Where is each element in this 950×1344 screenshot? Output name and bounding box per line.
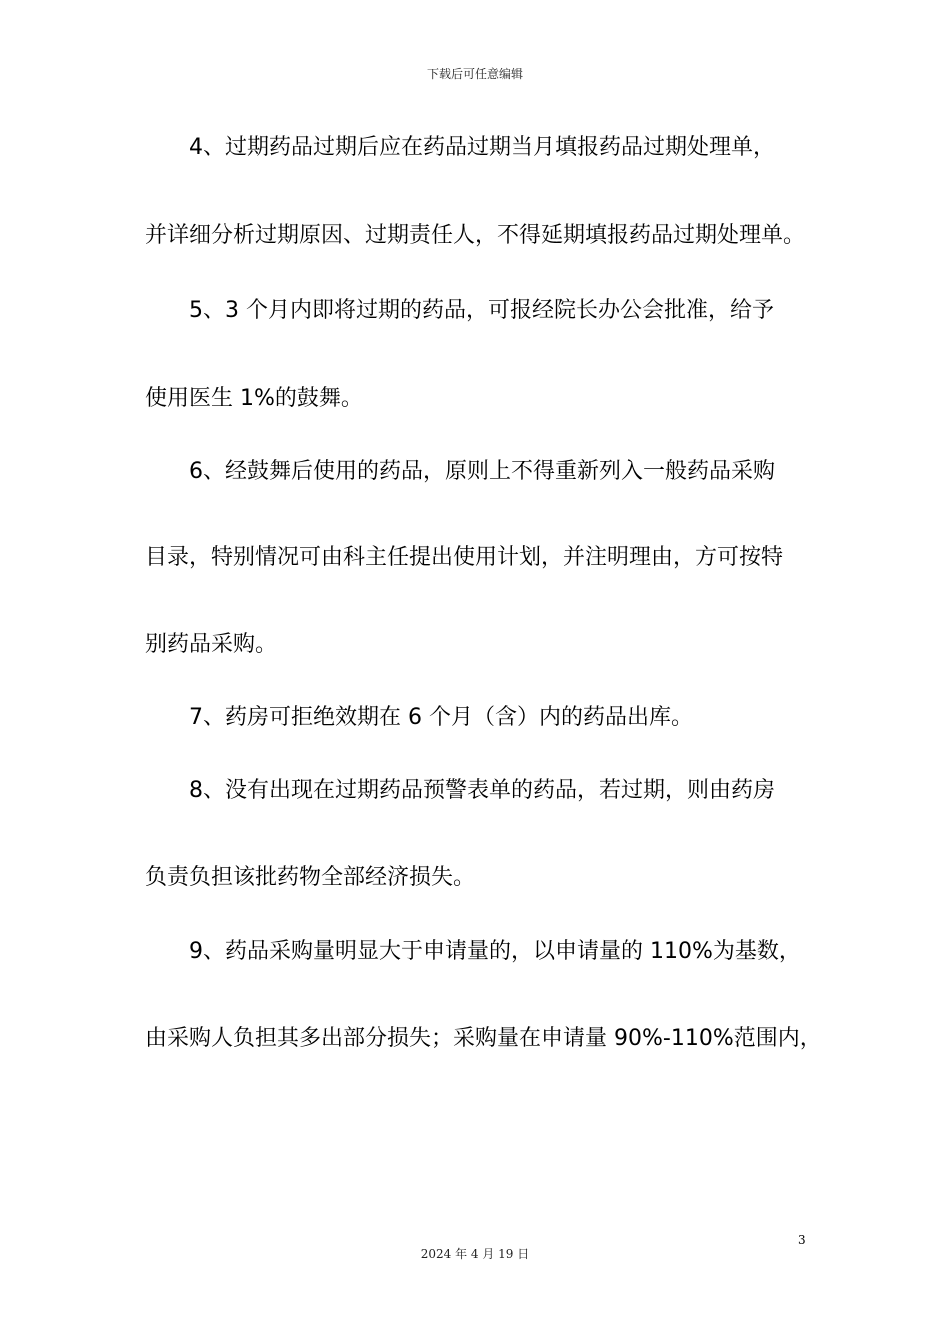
page-number: 3	[798, 1233, 806, 1247]
paragraph-6-line-3: 别药品采购。	[145, 632, 278, 657]
paragraph-4-line-2: 并详细分析过期原因、过期责任人，不得延期填报药品过期处理单。	[145, 223, 806, 248]
paragraph-6-line-1: 6、经鼓舞后使用的药品，原则上不得重新列入一般药品采购	[189, 459, 775, 484]
paragraph-8-line-1: 8、没有出现在过期药品预警表单的药品，若过期，则由药房	[189, 778, 775, 803]
paragraph-9-line-1: 9、药品采购量明显大于申请量的，以申请量的 110%为基数，	[189, 939, 801, 964]
paragraph-8-line-2: 负责负担该批药物全部经济损失。	[145, 865, 476, 890]
paragraph-5-line-2: 使用医生 1%的鼓舞。	[145, 386, 363, 411]
paragraph-4-line-1: 4、过期药品过期后应在药品过期当月填报药品过期处理单，	[189, 135, 775, 160]
header-note: 下载后可任意编辑	[426, 67, 523, 81]
paragraph-6-line-2: 目录，特别情况可由科主任提出使用计划，并注明理由，方可按特	[145, 545, 784, 570]
paragraph-9-line-2: 由采购人负担其多出部分损失；采购量在申请量 90%-110%范围内，	[145, 1026, 822, 1051]
paragraph-7-line-1: 7、药房可拒绝效期在 6 个月（含）内的药品出库。	[189, 705, 693, 730]
paragraph-5-line-1: 5、3 个月内即将过期的药品，可报经院长办公会批准，给予	[189, 298, 774, 323]
footer-date: 2024 年 4 月 19 日	[420, 1247, 530, 1261]
